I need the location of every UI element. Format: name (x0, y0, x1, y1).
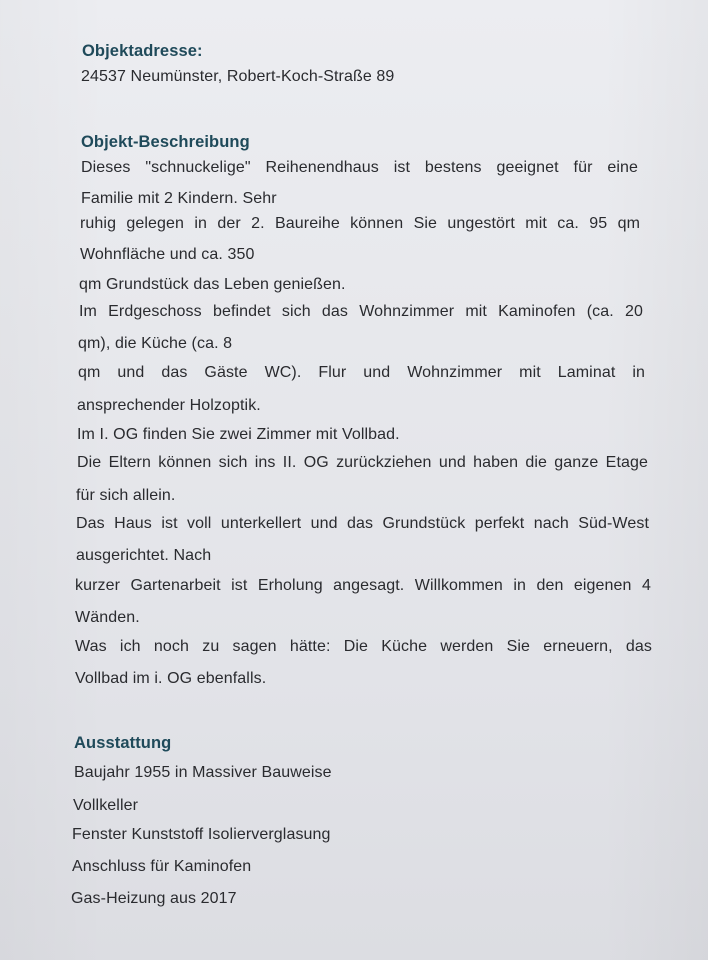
feature-item: Anschluss für Kaminofen (72, 858, 252, 875)
description-line: Vollbad im i. OG ebenfalls. (75, 670, 267, 687)
feature-item: Baujahr 1955 in Massiver Bauweise (74, 764, 332, 781)
feature-item: Fenster Kunststoff Isolierverglasung (72, 826, 331, 843)
description-line: ansprechender Holzoptik. (77, 397, 261, 414)
description-line: qm und das Gäste WC). Flur und Wohnzimmer mit Laminat in (78, 364, 645, 381)
description-line: Im I. OG finden Sie zwei Zimmer mit Vollbad. (77, 426, 400, 443)
description-line: Das Haus ist voll unterkellert und das Grundstück perfekt nach Süd-West (76, 515, 649, 532)
feature-item: Gas-Heizung aus 2017 (71, 890, 237, 907)
description-line: Wänden. (75, 609, 140, 626)
description-line: qm), die Küche (ca. 8 (78, 335, 233, 352)
description-line: kurzer Gartenarbeit ist Erholung angesagt. Willkommen in den eigenen 4 (75, 577, 651, 594)
feature-item: Vollkeller (73, 797, 139, 814)
description-line: Was ich noch zu sagen hätte: Die Küche werden Sie erneuern, das (75, 638, 652, 655)
description-line: Familie mit 2 Kindern. Sehr (81, 190, 277, 207)
description-line: Im Erdgeschoss befindet sich das Wohnzimmer mit Kaminofen (ca. 20 (79, 303, 643, 320)
description-line: Dieses "schnuckelige" Reihenendhaus ist bestens geeignet für eine (81, 159, 638, 176)
address-heading: Objektadresse: (82, 42, 203, 60)
description-line: Die Eltern können sich ins II. OG zurückziehen und haben die ganze Etage (77, 454, 648, 471)
description-line: qm Grundstück das Leben genießen. (79, 276, 346, 293)
features-heading: Ausstattung (74, 734, 172, 752)
description-heading: Objekt-Beschreibung (81, 133, 250, 151)
description-line: ruhig gelegen in der 2. Baureihe können Sie ungestört mit ca. 95 qm (80, 215, 640, 232)
description-line: Wohnfläche und ca. 350 (80, 246, 255, 263)
description-line: ausgerichtet. Nach (76, 547, 212, 564)
description-line: für sich allein. (76, 487, 176, 504)
address-value: 24537 Neumünster, Robert-Koch-Straße 89 (81, 68, 395, 85)
